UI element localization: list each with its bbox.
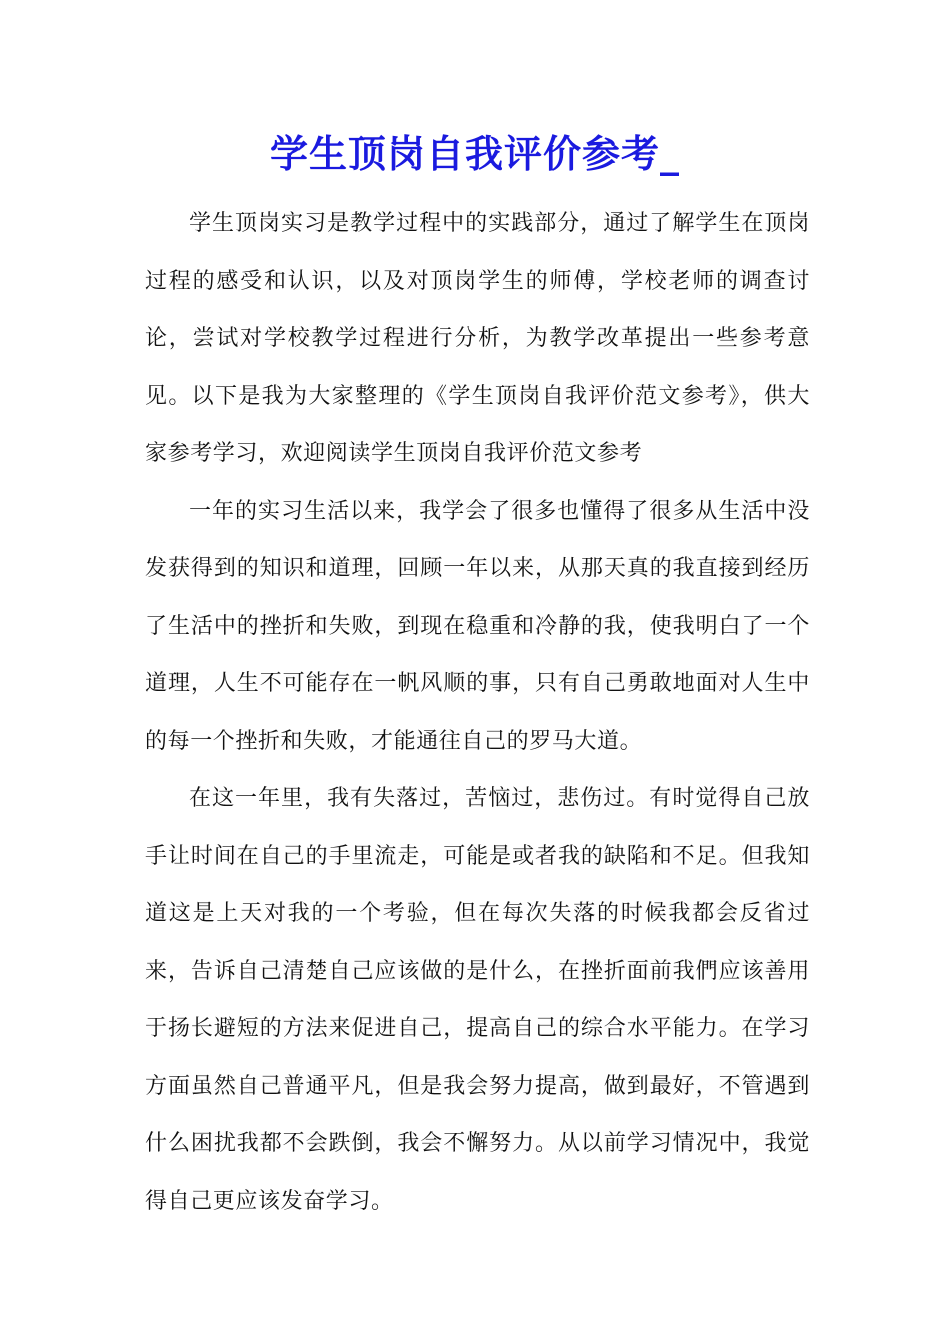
paragraph-internship-year: 一年的实习生活以来，我学会了很多也懂得了很多从生活中没发获得到的知识和道理，回顾一年以来，从那天真的我直接到经历了生活中的挫折和失败，到现在稳重和冷静的我，使我明白了一个道理，人生不可能存在一帆风顺的事，只有自己勇敢地面对人生中的每一个挫折和失败，才能通往自己的罗马大道。: [145, 498, 810, 754]
paragraph-reflection: 在这一年里，我有失落过，苦恼过，悲伤过。有时觉得自己放手让时间在自己的手里流走，可能是或者我的缺陷和不足。但我知道这是上天对我的一个考验，但在每次失落的时候我都会反省过来，告诉自己清楚自己应该做的是什么，在挫折面前我們应该善用于扬长避短的方法来促进自己，提高自己的综合水平能力。在学习方面虽然自己普通平凡，但是我会努力提高，做到最好，不管遇到什么困扰我都不会跌倒，我会不懈努力。从以前学习情况中，我觉得自己更应该发奋学习。: [145, 786, 810, 1214]
paragraph-intro: 学生顶岗实习是教学过程中的实践部分，通过了解学生在顶岗过程的感受和认识，以及对顶岗学生的师傅，学校老师的调查讨论，尝试对学校教学过程进行分析，为教学改革提出一些参考意见。以下是我为大家整理的《学生顶岗自我评价范文参考》，供大家参考学习，欢迎阅读学生顶岗自我评价范文参考: [145, 211, 810, 466]
document-title: 学生顶岗自我评价参考_: [269, 132, 680, 176]
document-body: [145, 195, 810, 1230]
